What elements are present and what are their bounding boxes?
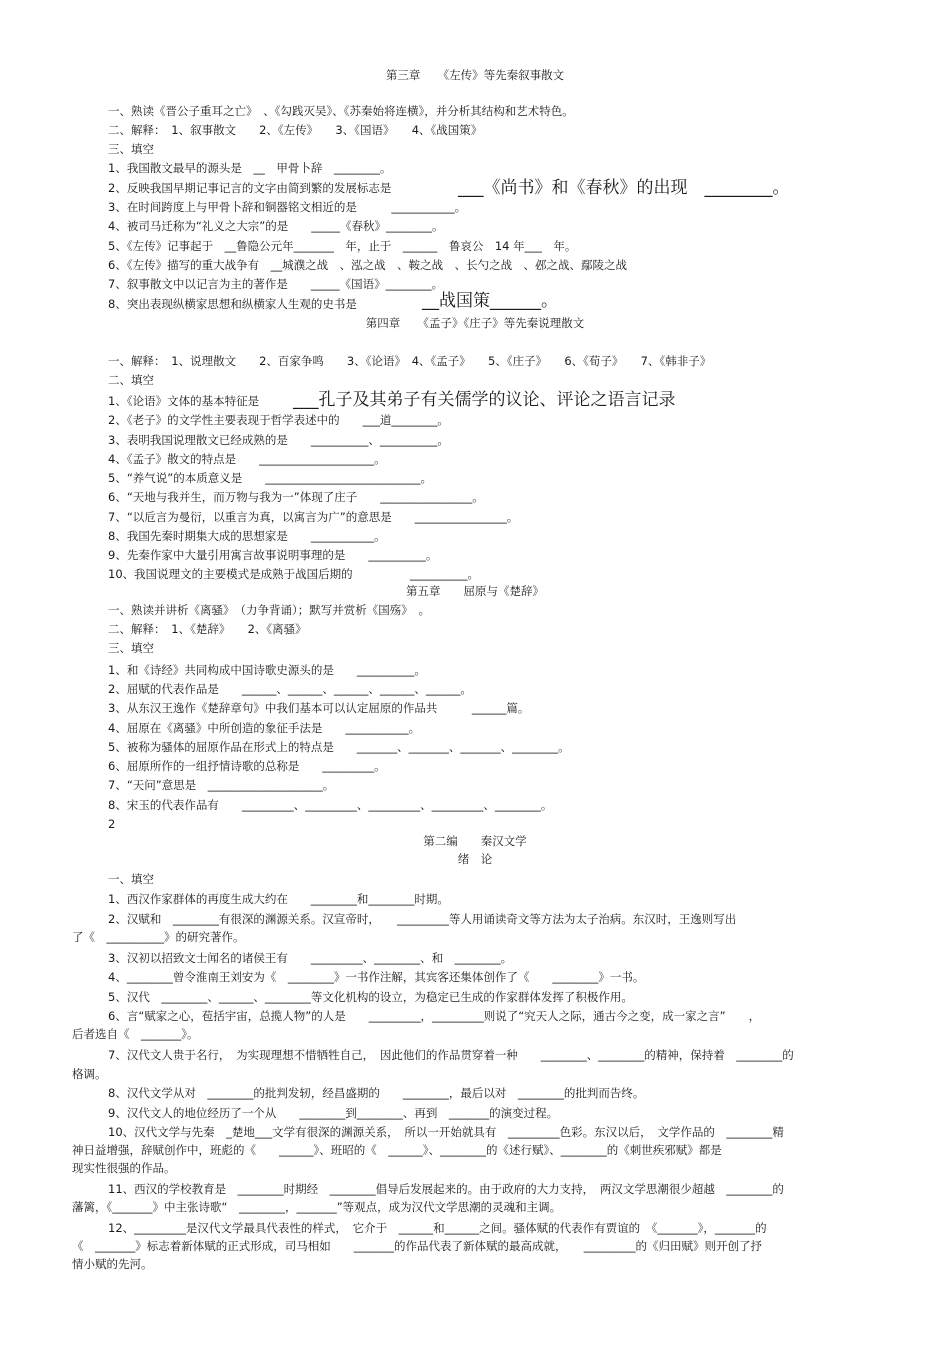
text-line: ___孔子及其弟子有关儒学的议论、评论之语言记录 [293,390,676,410]
section-heading: 第四章 《孟子》《庄子》等先秦说理散文 [365,316,585,330]
text-line: 藩篱，《_______》中主张诗歌“ ________，_______”等观点，成为汉代文学思潮的灵魂和主调。 [72,1200,562,1214]
section-heading: 第五章 屈原与《楚辞》 [406,584,544,598]
text-line: 2、《老子》的文学性主要表现于哲学表述中的 ___道________。 [108,413,449,427]
text-line: 1、我国散文最早的源头是 __ 甲骨卜辞 ________。 [108,161,392,175]
text-line: 3、汉初以招致文士闻名的诸侯王有 _________、________、和 ________。 [108,951,513,965]
text-line: 6、《左传》描写的重大战争有 __城濮之战 、泓之战 、鞍之战 、长勺之战 、邲之战、鄢陵之战 [108,258,628,272]
text-line: 8、突出表现纵横家思想和纵横家人生观的史书是 [108,297,357,311]
text-line: 7、汉代文人贵于名行， 为实现理想不惜牺牲自己， 因此他们的作品贯穿着一种 ________、________的精神，保持着 ________的 [108,1048,794,1062]
text-line: 二、解释： 1、叙事散文 2、《左传》 3、《国语》 4、《战国策》 [108,123,483,137]
text-line: 7、“天问”意思是 ____________________。 [108,778,335,792]
text-line: 神日益增强，辞赋创作中，班彪的《 ______》、班昭的《 ______》、________的《述行赋》、________的《刺世疾邪赋》都是 [72,1143,722,1157]
text-line: 8、我国先秦时期集大成的思想家是 ___________。 [108,529,386,543]
text-line: 《 _______》标志着新体赋的正式形成，司马相如 _______的作品代表了新体赋的最高成就， _________的《归田赋》则开创了抒 [72,1239,762,1253]
text-line: 三、填空 [108,641,154,655]
text-line: 一、填空 [108,872,154,886]
text-line: 6、“天地与我并生，而万物与我为一”体现了庄子 ________________。 [108,490,484,504]
text-line: 一、熟读《晋公子重耳之亡》 、《勾践灭吴》、《苏秦始将连横》，并分析其结构和艺术特色。 [108,104,574,118]
text-line: 7、叙事散文中以记言为主的著作是 _____《国语》________。 [108,277,444,291]
text-line: 5、被称为骚体的屈原作品在形式上的特点是 _______、_______、_______、________。 [108,740,570,754]
text-line: 一、熟读并讲析《离骚》 （力争背诵）；默写并赏析《国殇》 。 [108,603,430,617]
text-line: 一、解释： 1、说理散文 2、百家争鸣 3、《论语》 4、《孟子》 5、《庄子》 6、《荀子》 7、《韩非子》 [108,354,712,368]
text-line: 5、汉代 ________、______、________等文化机构的设立，为稳定已生成的作家群体发挥了积极作用。 [108,990,633,1004]
text-line: 9、汉代文人的地位经历了一个从 ________到________、再到 _______的演变过程。 [108,1106,559,1120]
text-line: 6、言“赋家之心，苞括宇宙，总揽人物”的人是 _________，_________则说了“究天人之际，通古今之变，成一家之言” ， [108,1009,761,1023]
text-line: 4、《孟子》散文的特点是 ____________________。 [108,452,386,466]
text-line: 2、屈赋的代表作品是 ______、______、______、______、______。 [108,682,472,696]
text-line: 5、“养气说”的本质意义是 ___________________________。 [108,471,432,485]
text-line: 8、宋玉的代表作品有 _________、_________、_________、_________、________。 [108,798,553,812]
text-line: 1、西汉作家群体的再度生成大约在 ________和________时期。 [108,892,449,906]
text-line: 1、和《诗经》共同构成中国诗歌史源头的是 __________。 [108,663,426,677]
text-line: 3、在时间跨度上与甲骨卜辞和铜器铭文相近的是 ___________。 [108,200,467,214]
text-line: 2、汉赋和 ________有很深的渊源关系。汉宣帝时， _________等人用诵读奇文等方法为太子治病。东汉时，王逸则写出 [108,912,737,926]
section-heading: 第三章 《左传》等先秦叙事散文 [385,68,565,82]
text-line: 二、解释： 1、《楚辞》 2、《离骚》 [108,622,307,636]
text-line: 1、《论语》文体的基本特征是 [108,394,260,408]
text-line: 情小赋的先河。 [72,1257,153,1271]
text-line: 9、先秦作家中大量引用寓言故事说明事理的是 __________。 [108,548,438,562]
text-line: __战国策______。 [422,291,558,311]
section-heading: 第二编 秦汉文学 [423,834,527,848]
text-line: 5、《左传》记事起于 __鲁隐公元年_______ 年，止于 ______ 鲁哀公 14 年___ 年。 [108,239,577,253]
text-line: 12、_________是汉代文学最具代表性的样式， 它介于 ______和______之间。骚体赋的代表作有贾谊的 《_______》，_______的 [108,1221,767,1235]
text-line: 现实性很强的作品。 [72,1161,176,1175]
text-line: __________。 [410,567,479,581]
text-line: 后者选自《 _______》。 [72,1027,199,1041]
text-line: 3、从东汉王逸作《楚辞章句》中我们基本可以认定屈原的作品共 ______篇。 [108,701,530,715]
text-line: 4、________曾令淮南王刘安为《 ________》一书作注解，其宾客还集体创作了《 ________》一书。 [108,970,645,984]
text-line: 格调。 [72,1067,107,1081]
text-line: 3、表明我国说理散文已经成熟的是 __________、__________。 [108,433,449,447]
text-line: 2、反映我国早期记事记言的文字由简到繁的发展标志是 [108,181,392,195]
text-line: 了《 __________》的研究著作。 [72,930,245,944]
text-line: 2 [108,817,116,831]
text-line: 10、汉代文学与先秦 _楚地___文学有很深的渊源关系， 所以一开始就具有 _________色彩。东汉以后， 文学作品的 ________精 [108,1125,784,1139]
text-line: 7、“以卮言为曼衍，以重言为真，以寓言为广”的意思是 ________________。 [108,510,519,524]
text-line: 10、我国说理文的主要模式是成熟于战国后期的 [108,567,353,581]
text-line: 6、屈原所作的一组抒情诗歌的总称是 _________。 [108,759,386,773]
text-line: 二、填空 [108,373,154,387]
text-line: 11、西汉的学校教育是 ________时期经 ________倡导后发展起来的。由于政府的大力支持， 两汉文学思潮很少超越 ________的 [108,1182,784,1196]
section-heading: 绪 论 [457,852,493,866]
text-line: 4、被司马迁称为“礼义之大宗”的是 _____《春秋》________。 [108,219,444,233]
text-line: ___《尚书》和《春秋》的出现 ________。 [458,178,790,198]
text-line: 8、汉代文学从对 ________的批判发轫，经昌盛期的 ________，最后以对 ________的批判而告终。 [108,1086,645,1100]
text-line: 4、屈原在《离骚》中所创造的象征手法是 ___________。 [108,721,421,735]
text-line: 三、填空 [108,142,154,156]
